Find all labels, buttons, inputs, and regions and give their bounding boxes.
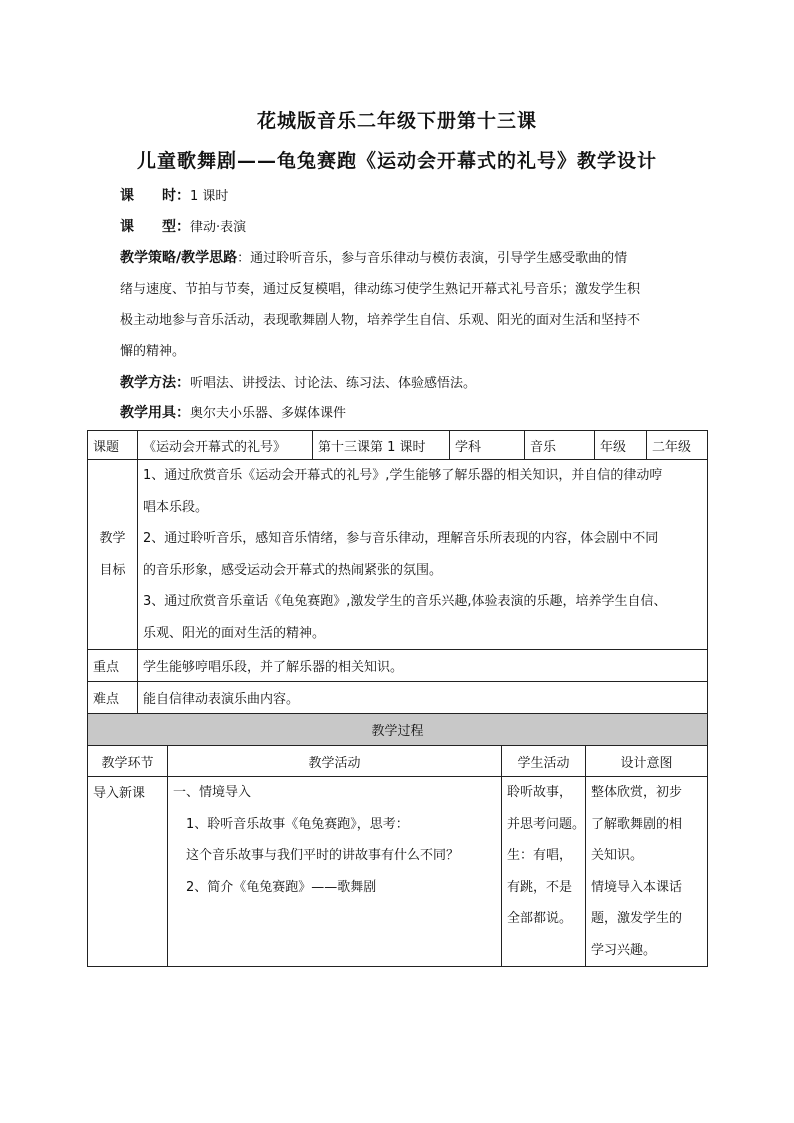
- student-line: 有跳，不是: [507, 879, 573, 895]
- intent-line: 了解歌舞剧的相: [591, 816, 683, 832]
- student-line: 聆听故事，: [507, 785, 573, 800]
- goal-line: 2、通过聆听音乐，感知音乐情绪，参与音乐律动，理解音乐所表现的内容，体会剧中不同: [143, 531, 659, 546]
- strategy-paragraph: [120, 243, 686, 367]
- process-row: [88, 777, 708, 967]
- tools-value: 奥尔夫小乐器、多媒体课件: [190, 406, 347, 421]
- lesson-time-value: 1 课时: [190, 189, 229, 204]
- strategy-line-1: ：通过聆听音乐，参与音乐律动与模仿表演，引导学生感受歌曲的情: [237, 251, 628, 266]
- topic-label: 课题: [88, 431, 138, 460]
- intent-line: 题，激发学生的: [591, 911, 683, 926]
- activity-line: 一、情境导入: [173, 785, 252, 800]
- activity-line: 这个音乐故事与我们平时的讲故事有什么不同？: [173, 848, 460, 863]
- lesson-number: 第十三课第 1 课时: [313, 431, 450, 460]
- student-line: 全部都说。: [507, 911, 573, 926]
- activity-cell: [168, 777, 502, 967]
- lesson-time: [120, 186, 692, 207]
- student-cell: [502, 777, 586, 967]
- goals-row: [88, 460, 708, 650]
- goals-label-line-2: 目标: [99, 562, 126, 578]
- goal-line: 唱本乐段。: [143, 499, 209, 515]
- subject-value: 音乐: [525, 431, 595, 460]
- methods-value: 听唱法、讲授法、讨论法、练习法、体验感悟法。: [190, 376, 477, 391]
- subject-label: 学科: [450, 431, 525, 460]
- goal-line: 乐观、阳光的面对生活的精神。: [143, 625, 326, 641]
- strategy-line-4: 懈的精神。: [120, 344, 186, 359]
- process-header-row: [88, 714, 708, 746]
- column-activity: 教学活动: [168, 746, 502, 777]
- lesson-time-label: 课 时：: [120, 188, 190, 204]
- tools-label: 教学用具：: [120, 405, 190, 421]
- grade-label: 年级: [595, 431, 647, 460]
- goal-line: 的音乐形象，感受运动会开幕式的热闹紧张的氛围。: [143, 562, 443, 578]
- activity-line: 2、简介《龟兔赛跑》——歌舞剧: [173, 879, 377, 895]
- intent-line: 情境导入本课话: [591, 879, 683, 895]
- column-student: 学生活动: [502, 746, 586, 777]
- difficulty-label: 难点: [88, 682, 138, 714]
- student-line: 生：有唱，: [507, 848, 573, 863]
- intent-line: 整体欣赏，初步: [591, 785, 683, 800]
- lesson-type-label: 课 型：: [120, 219, 190, 235]
- intent-cell: [586, 777, 708, 967]
- intent-line: 学习兴趣。: [591, 942, 657, 958]
- goals-content: [138, 460, 708, 650]
- strategy-line-3: 极主动地参与音乐活动，表现歌舞剧人物，培养学生自信、乐观、阳光的面对生活和坚持不: [120, 313, 641, 328]
- document-subtitle: 儿童歌舞剧——龟兔赛跑《运动会开幕式的礼号》教学设计: [136, 150, 657, 172]
- activity-line: 1、聆听音乐故事《龟兔赛跑》，思考：: [173, 816, 409, 832]
- stage-cell: 导入新课: [88, 777, 168, 967]
- grade-value: 二年级: [647, 431, 708, 460]
- strategy-label: 教学策略/教学思路: [120, 250, 238, 266]
- goal-line: 3、通过欣赏音乐童话《龟兔赛跑》,激发学生的音乐兴趣,体验表演的乐趣，培养学生自信、: [143, 594, 667, 609]
- student-line: 并思考问题。: [507, 816, 586, 832]
- key-point-label: 重点: [88, 650, 138, 682]
- lesson-type-value: 律动·表演: [190, 220, 247, 235]
- column-intent: 设计意图: [586, 746, 708, 777]
- difficulty-value: 能自信律动表演乐曲内容。: [138, 682, 708, 714]
- topic-value: 《运动会开幕式的礼号》: [138, 431, 313, 460]
- column-stage: 教学环节: [88, 746, 168, 777]
- teaching-process-table: [87, 713, 708, 967]
- intent-line: 关知识。: [591, 848, 644, 863]
- document-title: 花城版音乐二年级下册第十三课: [256, 110, 537, 132]
- key-point-row: [88, 650, 708, 682]
- strategy-line-2: 绪与速度、节拍与节奏，通过反复模唱，律动练习使学生熟记开幕式礼号音乐；激发学生积: [120, 282, 641, 297]
- difficulty-row: [88, 682, 708, 714]
- goal-line: 1、通过欣赏音乐《运动会开幕式的礼号》,学生能够了解乐器的相关知识，并自信的律动哼: [143, 468, 663, 483]
- teaching-methods: [120, 373, 692, 394]
- methods-label: 教学方法：: [120, 375, 190, 391]
- lesson-type: [120, 217, 692, 238]
- goals-label: [88, 460, 138, 650]
- topic-row: [88, 431, 708, 460]
- process-header: 教学过程: [88, 714, 708, 746]
- process-columns-row: [88, 746, 708, 777]
- lesson-info-table: [87, 430, 708, 714]
- teaching-tools: [120, 403, 692, 424]
- key-point-value: 学生能够哼唱乐段，并了解乐器的相关知识。: [138, 650, 708, 682]
- goals-label-line-1: 教学: [99, 531, 126, 546]
